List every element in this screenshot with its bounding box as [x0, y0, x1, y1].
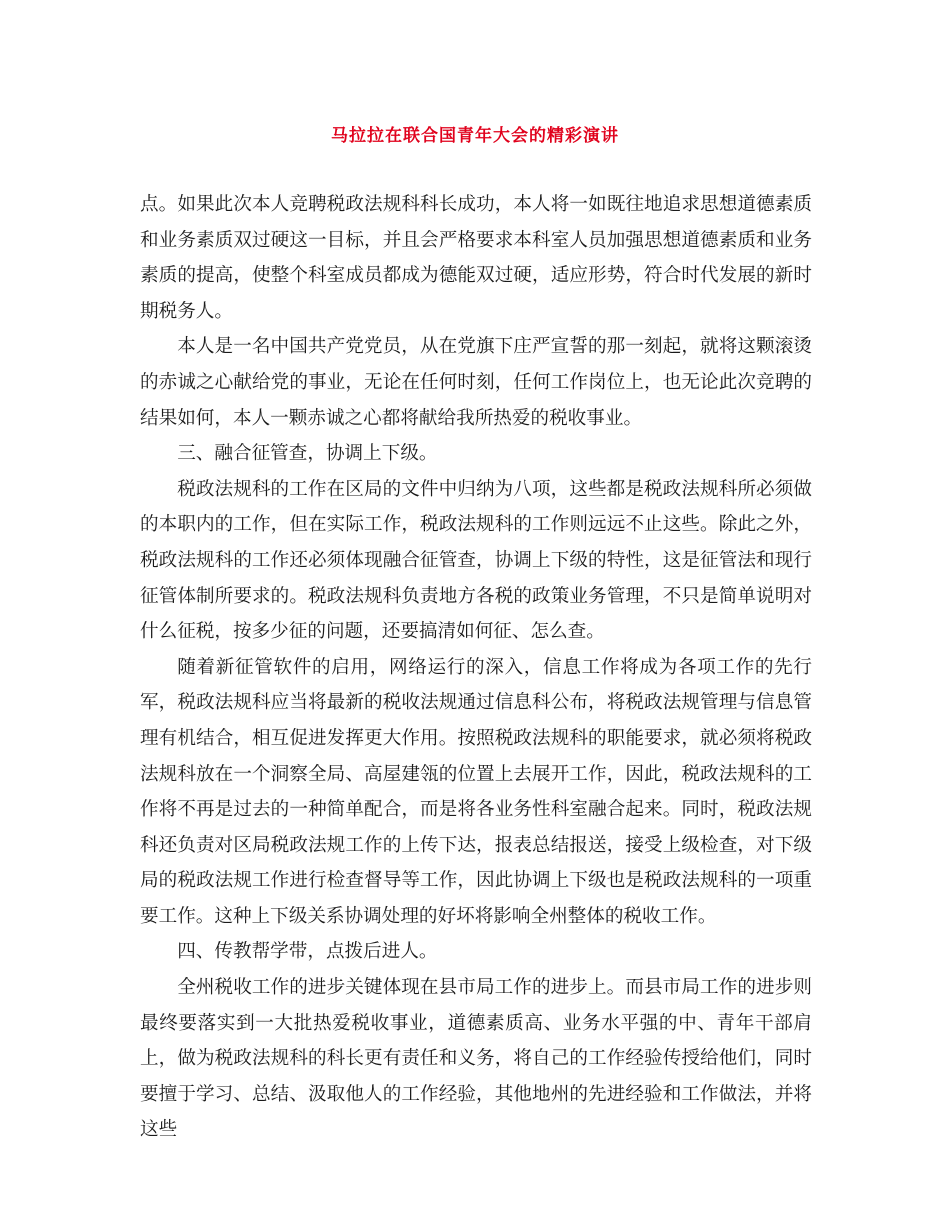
paragraph-party-member: 本人是一名中国共产党党员，从在党旗下庄严宣誓的那一刻起，就将这颗滚烫的赤诚之心献给党的事业，无论在任何时刻，任何工作岗位上，也无论此次竞聘的结果如何，本人一颗赤诚之心都将献给我所热爱的税收事业。: [140, 336, 812, 429]
section-heading-three: 三、融合征管查，协调上下级。: [177, 443, 438, 465]
paragraph-new-software: 随着新征管软件的启用，网络运行的深入，信息工作将成为各项工作的先行军，税政法规科应当将最新的税收法规通过信息科公布，将税政法规管理与信息管理有机结合，相互促进发挥更大作用。按照税政法规科的职能要求，就必须将税政法规科放在一个洞察全局、高屋建瓴的位置上去展开工作，因此，税政法规科的工作将不再是过去的一种简单配合，而是将各业务性科室融合起来。同时，税政法规科还负责对区局税政法规工作的上传下达，报表总结报送，接受上级检查，对下级局的税政法规工作进行检查督导等工作，因此协调上下级也是税政法规科的一项重要工作。这种上下级关系协调处理的好坏将影响全州整体的税收工作。: [140, 656, 812, 927]
document-title: 马拉拉在联合国青年大会的精彩演讲: [331, 126, 619, 146]
section-heading-four: 四、传教帮学带，点拨后进人。: [177, 941, 438, 963]
paragraph-county-progress: 全州税收工作的进步关键体现在县市局工作的进步上。而县市局工作的进步则最终要落实到一大批热爱税收事业，道德素质高、业务水平强的中、青年干部肩上，做为税政法规科的科长更有责任和义务，将自己的工作经验传授给他们，同时要擅于学习、总结、汲取他人的工作经验，其他地州的先进经验和工作做法，并将这些: [140, 977, 812, 1141]
paragraph-eight-tasks: 税政法规科的工作在区局的文件中归纳为八项，这些都是税政法规科所必须做的本职内的工作，但在实际工作，税政法规科的工作则远远不止这些。除此之外，税政法规科的工作还必须体现融合征管查，协调上下级的特性，这是征管法和现行征管体制所要求的。税政法规科负责地方各税的政策业务管理，不只是简单说明对什么征税，按多少征的问题，还要搞清如何征、怎么查。: [140, 478, 812, 643]
paragraph-continuation: 点。如果此次本人竞聘税政法规科科长成功，本人将一如既往地追求思想道德素质和业务素质双过硬这一目标，并且会严格要求本科室人员加强思想道德素质和业务素质的提高，使整个科室成员都成为德能双过硬，适应形势，符合时代发展的新时期税务人。: [140, 194, 812, 322]
document-body: [140, 187, 812, 1148]
